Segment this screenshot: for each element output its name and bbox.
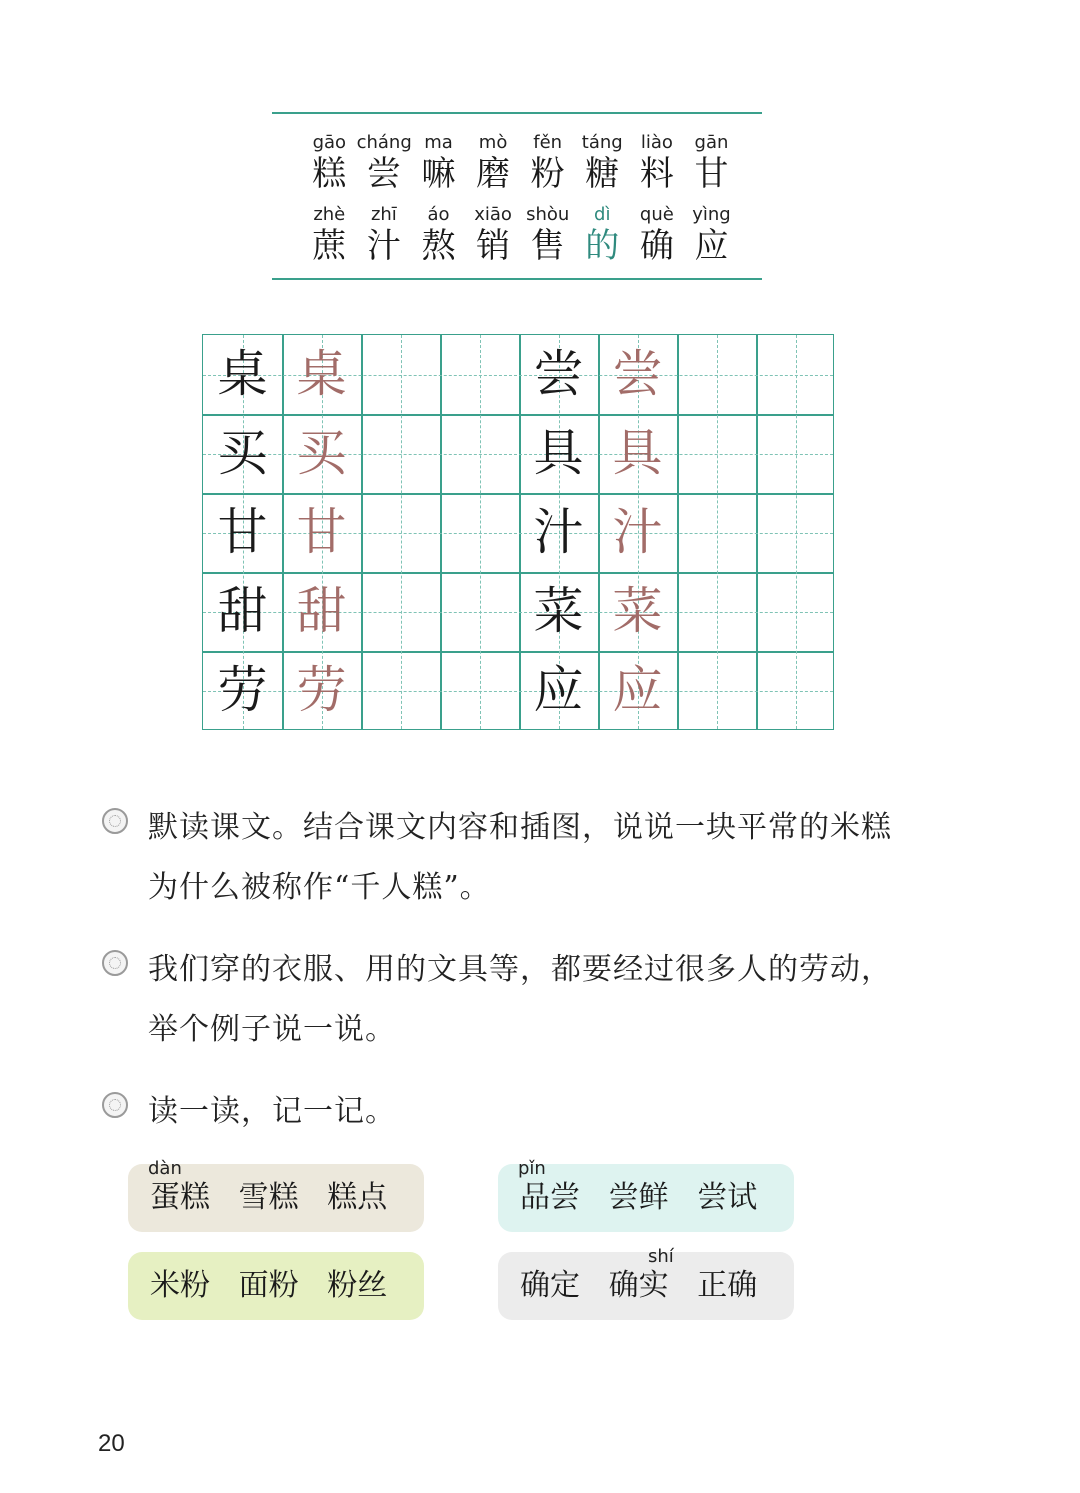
character: 粉: [530, 154, 565, 194]
vocab-row-1: [302, 132, 739, 194]
character: 嘛: [421, 154, 456, 194]
character: 尝: [366, 154, 401, 194]
exercise-line: 默读课文。结合课文内容和插图，说说一块平常的米糕: [148, 810, 892, 845]
exercise-line: 为什么被称作“千人糕”。: [148, 870, 491, 905]
pinyin-annotation: pǐn: [518, 1158, 546, 1179]
character: 糖: [585, 154, 620, 194]
character: 销: [476, 226, 511, 266]
vocab-cell: [630, 132, 685, 194]
exercise-text: [148, 940, 892, 1060]
character: 磨: [476, 154, 511, 194]
character: 售: [530, 226, 565, 266]
character: 料: [639, 154, 674, 194]
pinyin: ma: [424, 132, 453, 153]
pinyin: què: [639, 204, 674, 225]
pinyin: áo: [427, 204, 450, 225]
vocab-cell: [575, 204, 630, 266]
pinyin: yìng: [692, 204, 731, 225]
vocab-cell: [520, 132, 575, 194]
word-box-1: [128, 1158, 424, 1232]
pinyin: zhī: [370, 204, 397, 225]
grid-char: 具: [533, 424, 584, 482]
exercise-line: 我们穿的衣服、用的文具等，都要经过很多人的劳动，: [148, 952, 892, 987]
grid-char: 应: [533, 661, 584, 719]
grid-char-trace: 汁: [612, 503, 663, 561]
pinyin: fěn: [533, 132, 563, 153]
grid-char-trace: 劳: [296, 661, 347, 719]
dotted-circle-icon: [102, 808, 128, 834]
grid-char-trace: 应: [612, 661, 663, 719]
vocab-cell: [357, 204, 412, 266]
pinyin: zhè: [313, 204, 346, 225]
grid-char-trace: 甘: [296, 503, 347, 561]
vocab-cell: [630, 204, 685, 266]
grid-char-trace: 甜: [296, 582, 347, 640]
vocabulary-strip: [272, 112, 762, 280]
character: 汁: [366, 226, 401, 266]
pinyin: gān: [694, 132, 729, 153]
word-list: 蛋糕 雪糕 糕点: [150, 1180, 388, 1215]
grid-char-trace: 桌: [296, 345, 347, 403]
grid-char-trace: 尝: [612, 345, 663, 403]
grid-char: 劳: [217, 661, 268, 719]
character: 糕: [312, 154, 347, 194]
word-box-2: [498, 1158, 794, 1232]
pinyin: liào: [640, 132, 673, 153]
grid-char-trace: 具: [612, 424, 663, 482]
pinyin-annotation: shí: [648, 1246, 674, 1267]
grid-char: 菜: [533, 582, 584, 640]
character: 甘: [694, 154, 729, 194]
exercise-line: 读一读，记一记。: [148, 1094, 396, 1129]
character-highlighted: 的: [585, 226, 620, 266]
vocab-cell: [684, 132, 739, 194]
dotted-circle-icon: [102, 950, 128, 976]
vocab-cell: [302, 204, 357, 266]
page-number: 20: [98, 1430, 125, 1457]
writing-grid: [202, 334, 834, 730]
vocab-cell: [520, 204, 575, 266]
vocab-cell: [357, 132, 412, 194]
vocab-row-2: [302, 204, 739, 266]
pinyin: táng: [581, 132, 623, 153]
exercise-line: 举个例子说一说。: [148, 1012, 396, 1047]
character: 确: [639, 226, 674, 266]
pinyin: xiāo: [474, 204, 512, 225]
vocab-cell: [575, 132, 630, 194]
vocab-cell: [684, 204, 739, 266]
exercise-text: [148, 798, 892, 918]
grid-char: 桌: [217, 345, 268, 403]
vocab-cell: [302, 132, 357, 194]
word-list: 米粉 面粉 粉丝: [150, 1268, 388, 1303]
word-list: 确定 确实 正确: [520, 1268, 758, 1303]
grid-char: 尝: [533, 345, 584, 403]
grid-char: 甜: [217, 582, 268, 640]
pinyin: gāo: [312, 132, 347, 153]
word-list: 品尝 尝鲜 尝试: [520, 1180, 758, 1215]
grid-char: 汁: [533, 503, 584, 561]
word-box-4: [498, 1246, 794, 1320]
vocab-cell: [466, 132, 521, 194]
pinyin: shòu: [526, 204, 570, 225]
vocab-cell: [411, 204, 466, 266]
character: 熬: [421, 226, 456, 266]
dotted-circle-icon: [102, 1092, 128, 1118]
grid-char: 买: [217, 424, 268, 482]
pinyin: cháng: [356, 132, 412, 153]
grid-char: 甘: [217, 503, 268, 561]
grid-char-trace: 买: [296, 424, 347, 482]
pinyin-annotation: dàn: [148, 1158, 182, 1179]
grid-char-trace: 菜: [612, 582, 663, 640]
character: 应: [694, 226, 729, 266]
pinyin: mò: [478, 132, 508, 153]
pinyin-highlighted: dì: [594, 204, 611, 225]
vocab-cell: [411, 132, 466, 194]
exercise-text: [148, 1082, 396, 1142]
vocab-cell: [466, 204, 521, 266]
word-box-3: [128, 1252, 424, 1320]
character: 蔗: [312, 226, 347, 266]
